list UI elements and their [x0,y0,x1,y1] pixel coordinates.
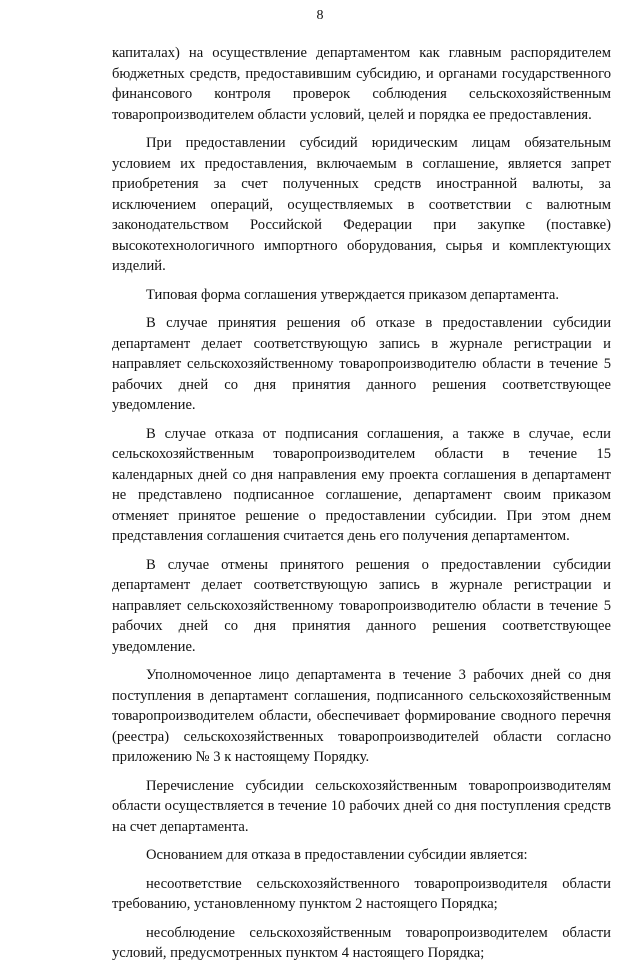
paragraph: Основанием для отказа в предоставлении субсидии является: [146,847,528,863]
paragraph: Уполномоченное лицо департамента в течение 3 рабочих дней со дня поступления в департамент соглашения, подписанного сельскохозяйственным товаропроизводителем области, обеспечивает формирование сводного перечня (реестра) сельскохозяйственных товаропроизводителей области согласно приложению № 3 к настоящему Порядку. [112,667,611,765]
paragraph: В случае отмены принятого решения о предоставлении субсидии департамент делает соответствующую запись в журнале регистрации и направляет сельскохозяйственному товаропроизводителю области в течение 5 рабочих дней со дня принятия данного решения соответствующее уведомление. [112,556,611,655]
paragraph: несоответствие сельскохозяйственного товаропроизводителя области требованию, установленному пунктом 2 настоящего Порядка; [112,875,611,912]
paragraph: Перечисление субсидии сельскохозяйственным товаропроизводителям области осуществляется в течение 10 рабочих дней со дня поступления средств на счет департамента. [112,777,611,835]
paragraph: При предоставлении субсидий юридическим лицам обязательным условием их предоставления, включаемым в соглашение, является запрет приобретения за счет полученных средств иностранной валюты, за исключением операций, осуществляемых в соответствии с валютным законодательством Российской Федерации при закупке (поставке) высокотехнологичного импортного оборудования, сырья и комплектующих изделий. [112,135,611,274]
paragraph: В случае отказа от подписания соглашения, а также в случае, если сельскохозяйственным товаропроизводителем области в течение 15 календарных дней со дня направления ему проекта соглашения в департамент не представлено подписанное соглашение, департамент своим приказом отменяет принятое решение о предоставлении субсидии. При этом днем представления соглашения считается день его получения департаментом. [112,425,611,544]
page-number: 8 [316,8,324,23]
paragraph: Типовая форма соглашения утверждается приказом департамента. [146,286,560,303]
document-body [112,43,611,964]
paragraph: несоблюдение сельскохозяйственным товаропроизводителем области условий, предусмотренных пунктом 4 настоящего Порядка; [112,924,611,961]
paragraph: капиталах) на осуществление департаментом как главным распорядителем бюджетных средств, предоставившим субсидию, и органами государственного финансового контроля проверок соблюдения сельскохозяйственным товаропроизводителем области условий, целей и порядка ее предоставления. [112,45,611,123]
paragraph: В случае принятия решения об отказе в предоставлении субсидии департамент делает соответствующую запись в журнале регистрации и направляет сельскохозяйственному товаропроизводителю области в течение 5 рабочих дней со дня принятия данного решения соответствующее уведомление. [112,315,611,413]
